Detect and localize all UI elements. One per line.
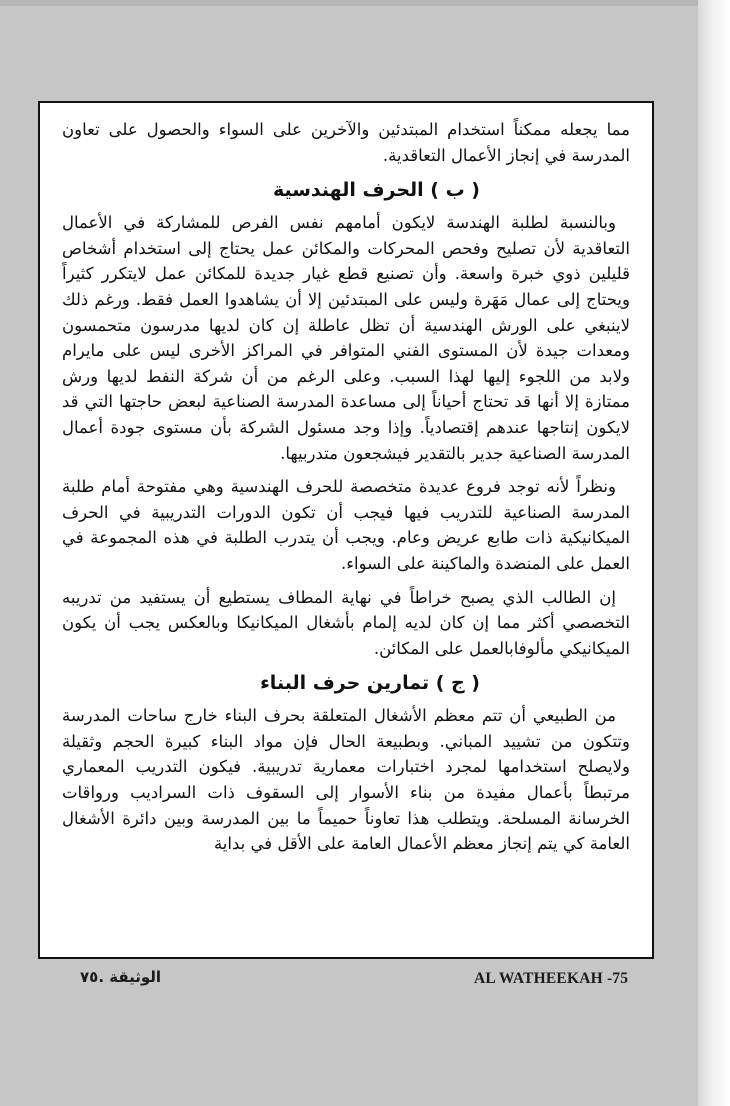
scan-edge-right <box>698 0 730 1106</box>
section-heading-building-crafts: ( ج ) تمارين حرف البناء <box>260 672 480 695</box>
paragraph-building-works: من الطبيعي أن تتم معظم الأشغال المتعلقة بحرف البناء خارج ساحات المدرسة وتتكون من تشييد المباني. وبطبيعة الحال فإن مواد البناء كبيرة الحجم وثقيلة ولايصلح استخدامها لمجرد اختبارات معمارية تدريبية. فيكون التدريب المعماري مرتبطاً بأعمال مفيدة من بناء الأسوار إلى السقوف ذات السراديب ورواقات الخرسانة المسلحة. ويتطلب هذا تعاوناً حميماً ما بين المدرسة وبين دائرة الأشغال العامة كي يتم إنجاز معظم الأعمال العامة على الأقل في بداية <box>62 706 630 854</box>
paragraph-specialized-branches: ونظراً لأنه توجد فروع عديدة متخصصة للحرف الهندسية وهي مفتوحة أمام طلبة المدرسة الصناعية للتدريب فيها فيجب أن تكون الدورات التدريبية في الحرف الميكانيكية ذات طابع عريض وعام. ويجب أن يتدرب الطلبة في هذه المجموعة في العمل على المنضدة والماكينة على السواء. <box>62 477 630 573</box>
paragraph-engineering-students: وبالنسبة لطلبة الهندسة لايكون أمامهم نفس الفرص للمشاركة في الأعمال التعاقدية لأن تصليح وفحص المحركات والمكائن عمل يحتاج إلى استخدام أشخاص قليلين ذوي خبرة واسعة. وأن تصنيع قطع غيار جديدة للمكائن عمل لايتكرر كثيراً ويحتاج إلى عمال مَهَرة وليس على المبتدئين إلا أن يشاهدوا العمل فقط. ورغم ذلك لاينبغي على الورش الهندسية أن تظل عاطلة إن كان لديها مدرسون متحمسون ومعدات جيدة لأن المستوى الفني المتوافر في المراكز الأخرى ليس على مايرام ولابد من اللجوء إليها لهذا السبب. وعلى الرغم من أن شركة النفط لديها ورش ممتازة إلا أنها قد تحتاج أحياناً إلى مساعدة المدرسة الصناعية لبعض حاجتها التي قد لايكون إنتاجها عندهم إقتصادياً. وإذا وجد مسئول الشركة بأن مستوى جودة أعمال المدرسة الصناعية جدير بالتقدير فيشجعون متدربيها. <box>62 213 630 463</box>
footer-page-label-latin: AL WATHEEKAH -75 <box>474 970 629 987</box>
text-frame <box>38 101 654 959</box>
paragraph-continuation: مما يجعله ممكناً استخدام المبتدئين والآخرين على السواء والحصول على تعاون المدرسة في إنجاز الأعمال التعاقدية. <box>62 120 630 165</box>
paragraph-lathe-operator: إن الطالب الذي يصبح خراطاً في نهاية المطاف يستطيع أن يستفيد من تدريبه التخصصي أكثر مما إن كان لديه إلمام بأشغال الميكانيكا وبالعكس يجب أن يكون الميكانيكي مألوفابالعمل على المكائن. <box>62 587 630 658</box>
scan-edge-top <box>0 0 730 6</box>
section-heading-engineering-crafts: ( ب ) الحرف الهندسية <box>272 179 480 202</box>
footer-page-label-arabic: الوثيقة .٧٥ <box>80 968 162 986</box>
